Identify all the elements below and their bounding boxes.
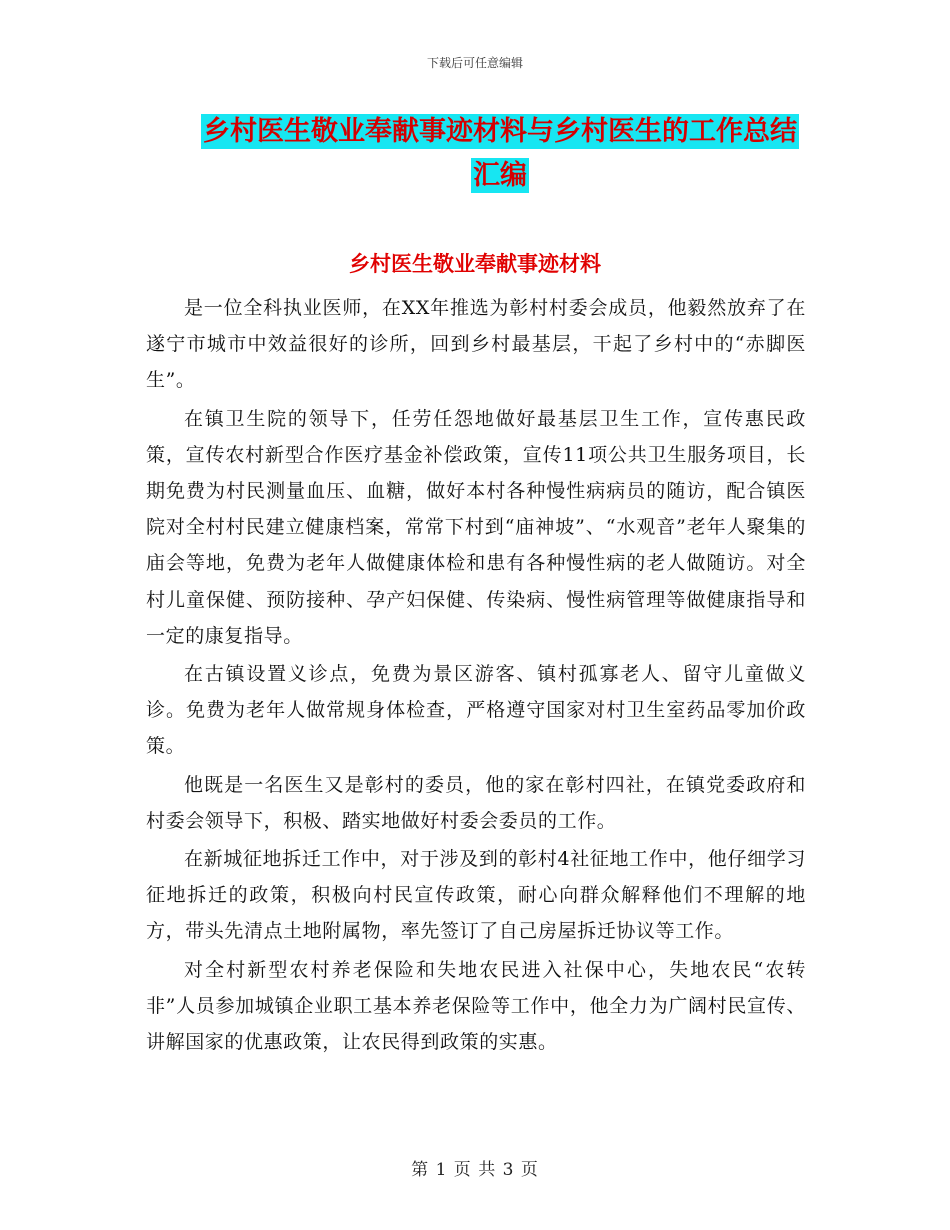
paragraph: 是一位全科执业医师，在XX年推选为彰村村委会成员，他毅然放弃了在遂宁市城市中效益很好的诊所，回到乡村最基层，干起了乡村中的“赤脚医生”。 xyxy=(146,297,806,392)
paragraph: 在古镇设置义诊点，免费为景区游客、镇村孤寡老人、留守儿童做义诊。免费为老年人做常规身体检查，严格遵守国家对村卫生室药品零加价政策。 xyxy=(146,663,806,758)
paragraph: 在新城征地拆迁工作中，对于涉及到的彰村4社征地工作中，他仔细学习征地拆迁的政策，积极向村民宣传政策，耐心向群众解释他们不理解的地方，带头先清点土地附属物，率先签订了自己房屋拆迁协议等工作。 xyxy=(146,848,806,943)
paragraph: 在镇卫生院的领导下，任劳任怨地做好最基层卫生工作，宣传惠民政策，宣传农村新型合作医疗基金补偿政策，宣传11项公共卫生服务项目，长期免费为村民测量血压、血糖，做好本村各种慢性病病员的随访，配合镇医院对全村村民建立健康档案，常常下村到“庙神坡”、“水观音”老年人聚集的庙会等地，免费为老年人做健康体检和患有各种慢性病的老人做随访。对全村儿童保健、预防接种、孕产妇保健、传染病、慢性病管理等做健康指导和一定的康复指导。 xyxy=(146,407,806,647)
section-title: 乡村医生敬业奉献事迹材料 xyxy=(349,252,601,276)
paragraph: 对全村新型农村养老保险和失地农民进入社保中心，失地农民“农转非”人员参加城镇企业职工基本养老保险等工作中，他全力为广阔村民宣传、讲解国家的优惠政策，让农民得到政策的实惠。 xyxy=(146,958,806,1054)
body-text xyxy=(146,290,806,1062)
page-number-footer: 第 1 页 共 3 页 xyxy=(411,1160,539,1180)
header-note: 下载后可任意编辑 xyxy=(426,56,523,70)
paragraph: 他既是一名医生又是彰村的委员，他的家在彰村四社，在镇党委政府和村委会领导下，积极、踏实地做好村委会委员的工作。 xyxy=(146,773,806,832)
document-title-text: 乡村医生敬业奉献事迹材料与乡村医生的工作总结汇编 xyxy=(203,116,797,191)
document-title xyxy=(192,110,808,198)
